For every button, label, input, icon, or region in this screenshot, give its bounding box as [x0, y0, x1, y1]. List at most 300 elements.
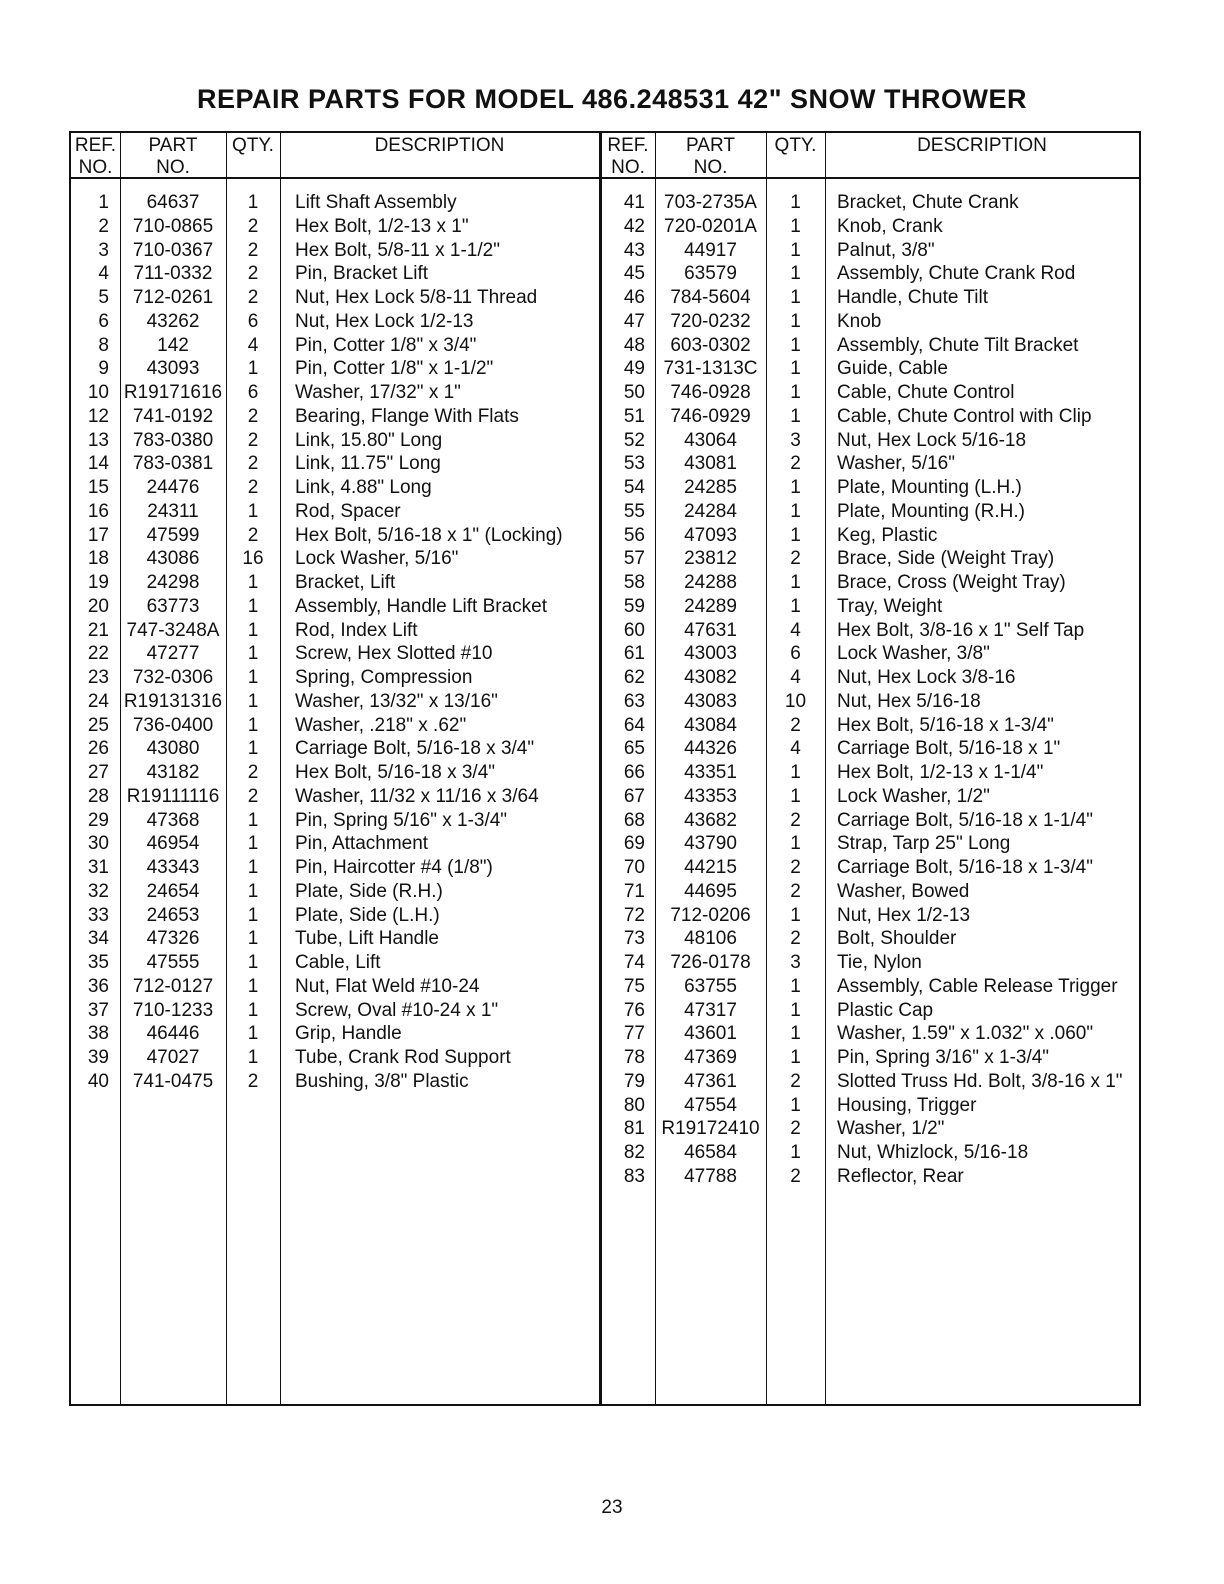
description: Washer, .218" x .62" — [295, 714, 467, 736]
header-part-right — [655, 135, 766, 179]
qty: 2 — [790, 809, 801, 831]
part-no: 44695 — [684, 880, 737, 902]
header-description-right: DESCRIPTION — [917, 135, 1047, 156]
part-no: 24285 — [684, 477, 737, 498]
qty: 1 — [790, 334, 801, 356]
table-row — [71, 714, 599, 738]
ref-no: 28 — [87, 785, 109, 807]
description: Washer, Bowed — [837, 880, 970, 902]
ref-no: 16 — [87, 500, 109, 522]
description: Nut, Hex 1/2-13 — [837, 904, 971, 926]
table-row — [71, 642, 599, 666]
description: Handle, Chute Tilt — [837, 287, 989, 308]
qty: 3 — [790, 952, 801, 973]
ref-no: 1 — [98, 192, 109, 213]
header-ref-line2: NO. — [611, 157, 645, 178]
qty: 6 — [790, 643, 801, 665]
header-ref-line1: REF. — [607, 135, 649, 156]
qty: 1 — [247, 833, 259, 855]
description: Nut, Flat Weld #10-24 — [295, 975, 480, 997]
table-row — [601, 761, 1139, 785]
part-no: 43003 — [684, 643, 737, 665]
qty: 4 — [790, 619, 801, 641]
qty: 1 — [790, 358, 801, 380]
right-parts-list — [601, 191, 1139, 1189]
qty: 2 — [247, 429, 259, 451]
qty: 1 — [247, 667, 259, 688]
part-no: 43353 — [684, 785, 737, 807]
part-no: 711-0332 — [133, 263, 213, 285]
description: Assembly, Cable Release Trigger — [837, 975, 1118, 997]
part-no: R19172410 — [661, 1118, 760, 1140]
qty: 3 — [790, 429, 801, 451]
part-no: 47361 — [684, 1070, 737, 1092]
qty: 2 — [790, 453, 801, 475]
part-no: 63755 — [684, 975, 737, 997]
part-no: 712-0127 — [132, 975, 214, 997]
table-row — [71, 975, 599, 999]
description: Washer, 13/32" x 13/16" — [295, 690, 498, 712]
qty: 1 — [247, 1023, 259, 1045]
description: Tie, Nylon — [837, 952, 922, 973]
description: Cable, Lift — [295, 952, 381, 973]
ref-no: 37 — [87, 999, 109, 1021]
description: Plate, Side (L.H.) — [295, 904, 440, 926]
qty: 1 — [790, 1142, 801, 1163]
description: Cable, Chute Control — [837, 382, 1015, 403]
description: Plate, Mounting (L.H.) — [837, 477, 1022, 498]
part-no: 47555 — [146, 952, 200, 973]
ref-no: 34 — [87, 928, 109, 950]
part-no: R19131316 — [123, 690, 223, 712]
table-row — [71, 524, 599, 548]
table-row — [71, 215, 599, 239]
ref-no: 61 — [623, 643, 645, 665]
description: Assembly, Chute Crank Rod — [837, 263, 1076, 285]
qty: 2 — [247, 215, 259, 237]
ref-no: 29 — [87, 809, 109, 831]
table-row — [601, 1165, 1139, 1189]
table-row — [601, 476, 1139, 500]
ref-no: 40 — [87, 1070, 109, 1092]
description: Assembly, Chute Tilt Bracket — [837, 334, 1079, 356]
description: Plate, Side (R.H.) — [295, 880, 443, 902]
description: Bracket, Chute Crank — [837, 192, 1019, 213]
description: Brace, Cross (Weight Tray) — [837, 572, 1066, 593]
part-no: R19171616 — [123, 382, 223, 403]
table-row — [71, 452, 599, 476]
qty: 1 — [790, 263, 801, 285]
part-no: 783-0381 — [132, 453, 214, 475]
header-description: DESCRIPTION — [374, 135, 505, 156]
part-no: 43093 — [146, 358, 200, 380]
part-no: 24653 — [146, 904, 200, 926]
qty: 2 — [247, 477, 259, 498]
ref-no: 78 — [623, 1047, 645, 1068]
part-no: 47554 — [684, 1094, 737, 1116]
qty: 1 — [790, 215, 801, 237]
part-no: 710-0865 — [132, 215, 214, 237]
qty: 1 — [247, 904, 259, 926]
part-no: 24288 — [684, 572, 737, 593]
ref-no: 35 — [87, 952, 109, 973]
qty: 1 — [247, 714, 259, 736]
qty: 1 — [790, 310, 801, 332]
ref-no: 81 — [623, 1118, 645, 1140]
ref-no: 57 — [623, 548, 645, 570]
qty: 1 — [790, 975, 801, 997]
part-no: R19111116 — [126, 785, 220, 807]
table-row — [601, 239, 1139, 263]
ref-no: 13 — [87, 429, 109, 451]
ref-no: 21 — [87, 619, 109, 641]
qty: 2 — [247, 762, 259, 783]
part-no: 43182 — [146, 762, 200, 783]
qty: 2 — [247, 453, 259, 475]
header-ref — [71, 135, 120, 179]
ref-no: 2 — [98, 215, 109, 237]
table-row — [71, 429, 599, 453]
qty: 2 — [790, 714, 801, 736]
table-row — [601, 1141, 1139, 1165]
table-row — [71, 286, 599, 310]
table-row — [71, 737, 599, 761]
part-no: 46584 — [684, 1142, 737, 1163]
ref-no: 20 — [87, 595, 109, 617]
qty: 1 — [790, 239, 801, 261]
qty: 1 — [790, 785, 801, 807]
table-row — [71, 476, 599, 500]
table-row — [601, 856, 1139, 880]
part-no: 746-0928 — [670, 382, 751, 403]
table-row — [71, 666, 599, 690]
qty: 2 — [247, 785, 259, 807]
part-no: 24311 — [147, 500, 199, 522]
qty: 2 — [247, 263, 259, 285]
header-ref-line2: NO. — [78, 157, 113, 178]
table-row — [601, 1070, 1139, 1094]
header-qty: QTY. — [232, 135, 274, 156]
qty: 1 — [247, 857, 259, 878]
qty: 2 — [790, 1118, 801, 1140]
qty: 1 — [247, 880, 259, 902]
table-row — [601, 904, 1139, 928]
table-row — [71, 405, 599, 429]
ref-no: 77 — [623, 1023, 645, 1045]
description: Assembly, Handle Lift Bracket — [295, 595, 548, 617]
description: Nut, Hex Lock 1/2-13 — [295, 310, 474, 332]
description: Hex Bolt, 3/8-16 x 1" Self Tap — [837, 619, 1085, 641]
table-row — [601, 286, 1139, 310]
table-row — [71, 951, 599, 975]
description: Hex Bolt, 1/2-13 x 1" — [295, 215, 469, 237]
table-row — [71, 1046, 599, 1070]
part-no: 43086 — [146, 548, 200, 570]
part-no: 43601 — [684, 1023, 737, 1045]
ref-no: 22 — [87, 643, 109, 665]
table-row — [601, 524, 1139, 548]
left-parts-list — [71, 191, 599, 1094]
table-row — [71, 239, 599, 263]
description: Housing, Trigger — [837, 1094, 977, 1116]
table-row — [601, 714, 1139, 738]
ref-no: 49 — [623, 358, 645, 380]
table-row — [71, 832, 599, 856]
table-row — [71, 856, 599, 880]
table-row — [601, 1022, 1139, 1046]
description: Hex Bolt, 5/16-18 x 1-3/4" — [837, 714, 1054, 736]
description: Hex Bolt, 5/16-18 x 1" (Locking) — [295, 524, 563, 546]
description: Palnut, 3/8" — [837, 239, 935, 261]
qty: 1 — [247, 572, 259, 593]
ref-no: 55 — [623, 500, 645, 522]
table-row — [601, 262, 1139, 286]
part-no: 47093 — [684, 524, 737, 546]
part-no: 726-0178 — [670, 952, 751, 973]
ref-no: 39 — [87, 1047, 109, 1068]
qty: 1 — [247, 595, 259, 617]
table-row — [601, 999, 1139, 1023]
table-row — [601, 975, 1139, 999]
part-no: 43080 — [146, 738, 200, 760]
description: Carriage Bolt, 5/16-18 x 1" — [837, 738, 1061, 760]
description: Rod, Index Lift — [295, 619, 418, 641]
ref-no: 6 — [98, 310, 109, 332]
table-row — [71, 1070, 599, 1094]
description: Nut, Hex Lock 5/16-18 — [837, 429, 1027, 451]
description: Link, 4.88" Long — [295, 477, 432, 498]
qty: 2 — [790, 1070, 801, 1092]
ref-no: 75 — [623, 975, 645, 997]
table-row — [601, 405, 1139, 429]
qty: 2 — [247, 1070, 259, 1092]
description: Grip, Handle — [295, 1023, 402, 1045]
part-no: 23812 — [684, 548, 737, 570]
part-no: 46446 — [146, 1023, 200, 1045]
ref-no: 15 — [87, 477, 109, 498]
table-row — [601, 785, 1139, 809]
ref-no: 31 — [87, 857, 109, 878]
part-no: 44917 — [684, 239, 737, 261]
table-row — [601, 310, 1139, 334]
qty: 1 — [247, 928, 259, 950]
ref-no: 56 — [623, 524, 645, 546]
description: Washer, 1/2" — [837, 1118, 945, 1140]
part-no: 746-0929 — [670, 405, 751, 427]
ref-no: 27 — [87, 762, 109, 783]
ref-no: 26 — [87, 738, 109, 760]
ref-no: 18 — [87, 548, 109, 570]
header-part-line2: NO. — [693, 157, 728, 178]
part-no: 720-0232 — [670, 310, 751, 332]
table-row — [601, 500, 1139, 524]
part-no: 44215 — [684, 857, 737, 878]
qty: 6 — [247, 382, 259, 403]
page-title: REPAIR PARTS FOR MODEL 486.248531 42" SNOW THROWER — [197, 84, 1027, 114]
qty: 1 — [247, 952, 259, 973]
header-ref-line1: REF. — [74, 135, 117, 156]
ref-no: 76 — [623, 999, 645, 1021]
description: Lock Washer, 1/2" — [837, 785, 990, 807]
qty: 1 — [247, 619, 259, 641]
qty: 1 — [790, 999, 801, 1021]
ref-no: 17 — [87, 524, 109, 546]
ref-no: 67 — [623, 785, 645, 807]
part-no: 710-1233 — [132, 999, 214, 1021]
qty: 1 — [790, 405, 801, 427]
part-no: 784-5604 — [670, 287, 751, 308]
table-row — [601, 191, 1139, 215]
part-no: 43351 — [684, 762, 737, 783]
ref-no: 14 — [87, 453, 109, 475]
table-row — [71, 809, 599, 833]
ref-no: 41 — [623, 192, 645, 213]
description: Pin, Spring 3/16" x 1-3/4" — [837, 1047, 1050, 1068]
part-no: 47027 — [146, 1047, 200, 1068]
part-no: 783-0380 — [132, 429, 214, 451]
description: Nut, Hex Lock 5/8-11 Thread — [295, 287, 538, 308]
ref-no: 47 — [623, 310, 645, 332]
table-row — [71, 381, 599, 405]
part-no: 24289 — [684, 595, 737, 617]
ref-no: 69 — [623, 833, 645, 855]
qty: 1 — [790, 904, 801, 926]
parts-table — [69, 131, 1141, 1406]
description: Reflector, Rear — [837, 1165, 964, 1187]
part-no: 43064 — [684, 429, 737, 451]
ref-no: 58 — [623, 572, 645, 593]
table-row — [71, 262, 599, 286]
part-no: 736-0400 — [132, 714, 214, 736]
qty: 1 — [790, 1047, 801, 1068]
table-row — [71, 357, 599, 381]
ref-no: 43 — [623, 239, 645, 261]
ref-no: 30 — [87, 833, 109, 855]
ref-no: 59 — [623, 595, 645, 617]
part-no: 24476 — [146, 477, 200, 498]
ref-no: 9 — [98, 358, 109, 380]
description: Screw, Oval #10-24 x 1" — [295, 999, 499, 1021]
description: Pin, Spring 5/16" x 1-3/4" — [295, 809, 508, 831]
description: Lock Washer, 3/8" — [837, 643, 990, 665]
ref-no: 66 — [623, 762, 645, 783]
ref-no: 70 — [623, 857, 645, 878]
description: Nut, Hex 5/16-18 — [837, 690, 981, 712]
qty: 1 — [247, 643, 259, 665]
part-no: 24298 — [146, 572, 200, 593]
part-no: 741-0475 — [132, 1070, 214, 1092]
part-no: 142 — [157, 334, 189, 356]
ref-no: 52 — [623, 429, 645, 451]
ref-no: 10 — [87, 382, 109, 403]
table-row — [601, 832, 1139, 856]
description: Tube, Crank Rod Support — [295, 1047, 511, 1068]
description: Pin, Haircotter #4 (1/8") — [295, 857, 493, 878]
description: Brace, Side (Weight Tray) — [837, 548, 1055, 570]
ref-no: 80 — [623, 1094, 645, 1116]
description: Washer, 17/32" x 1" — [295, 382, 461, 403]
table-row — [71, 500, 599, 524]
description: Hex Bolt, 5/8-11 x 1-1/2" — [295, 239, 500, 261]
ref-no: 65 — [623, 738, 645, 760]
table-row — [601, 595, 1139, 619]
qty: 1 — [790, 500, 801, 522]
table-row — [601, 951, 1139, 975]
table-row — [71, 999, 599, 1023]
ref-no: 60 — [623, 619, 645, 641]
ref-no: 42 — [623, 215, 645, 237]
ref-no: 3 — [98, 239, 109, 261]
description: Cable, Chute Control with Clip — [837, 405, 1092, 427]
ref-no: 23 — [87, 667, 109, 688]
part-no: 48106 — [684, 928, 737, 950]
qty: 2 — [790, 857, 801, 878]
part-no: 47599 — [146, 524, 200, 546]
description: Rod, Spacer — [295, 500, 401, 522]
part-no: 747-3248A — [126, 619, 220, 641]
description: Bolt, Shoulder — [837, 928, 957, 950]
ref-no: 68 — [623, 809, 645, 831]
description: Bearing, Flange With Flats — [295, 405, 519, 427]
part-no: 731-1313C — [663, 358, 758, 380]
qty: 1 — [790, 833, 801, 855]
table-row — [601, 927, 1139, 951]
ref-no: 24 — [87, 690, 109, 712]
table-row — [601, 1094, 1139, 1118]
table-row — [601, 334, 1139, 358]
part-no: 63773 — [146, 595, 200, 617]
description: Hex Bolt, 1/2-13 x 1-1/4" — [837, 762, 1044, 783]
table-row — [601, 809, 1139, 833]
ref-no: 4 — [98, 263, 109, 285]
qty: 2 — [247, 524, 259, 546]
description: Plastic Cap — [837, 999, 934, 1021]
qty: 1 — [247, 999, 259, 1021]
part-no: 44326 — [684, 738, 737, 760]
description: Slotted Truss Hd. Bolt, 3/8-16 x 1" — [837, 1070, 1123, 1092]
description: Knob — [837, 310, 882, 332]
qty: 1 — [790, 477, 801, 498]
ref-no: 46 — [623, 287, 645, 308]
part-no: 712-0206 — [670, 904, 751, 926]
description: Lift Shaft Assembly — [295, 192, 457, 213]
part-no: 24284 — [684, 500, 737, 522]
part-no: 47368 — [146, 809, 200, 831]
part-no: 63579 — [684, 263, 737, 285]
ref-no: 5 — [98, 287, 109, 308]
header-part — [120, 135, 226, 179]
ref-no: 33 — [87, 904, 109, 926]
description: Link, 15.80" Long — [295, 429, 443, 451]
table-row — [601, 737, 1139, 761]
description: Nut, Whizlock, 5/16-18 — [837, 1142, 1029, 1163]
qty: 4 — [247, 334, 259, 356]
qty: 1 — [790, 762, 801, 783]
qty: 1 — [790, 595, 801, 617]
description: Screw, Hex Slotted #10 — [295, 643, 493, 665]
qty: 1 — [790, 382, 801, 403]
header-part-line1: PART — [686, 135, 735, 156]
description: Lock Washer, 5/16" — [295, 548, 459, 570]
qty: 2 — [247, 287, 259, 308]
part-no: 47631 — [684, 619, 737, 641]
ref-no: 74 — [623, 952, 645, 973]
description: Tube, Lift Handle — [295, 928, 439, 950]
ref-no: 53 — [623, 453, 645, 475]
ref-no: 48 — [623, 334, 645, 356]
description: Carriage Bolt, 5/16-18 x 3/4" — [295, 738, 535, 760]
table-row — [71, 334, 599, 358]
